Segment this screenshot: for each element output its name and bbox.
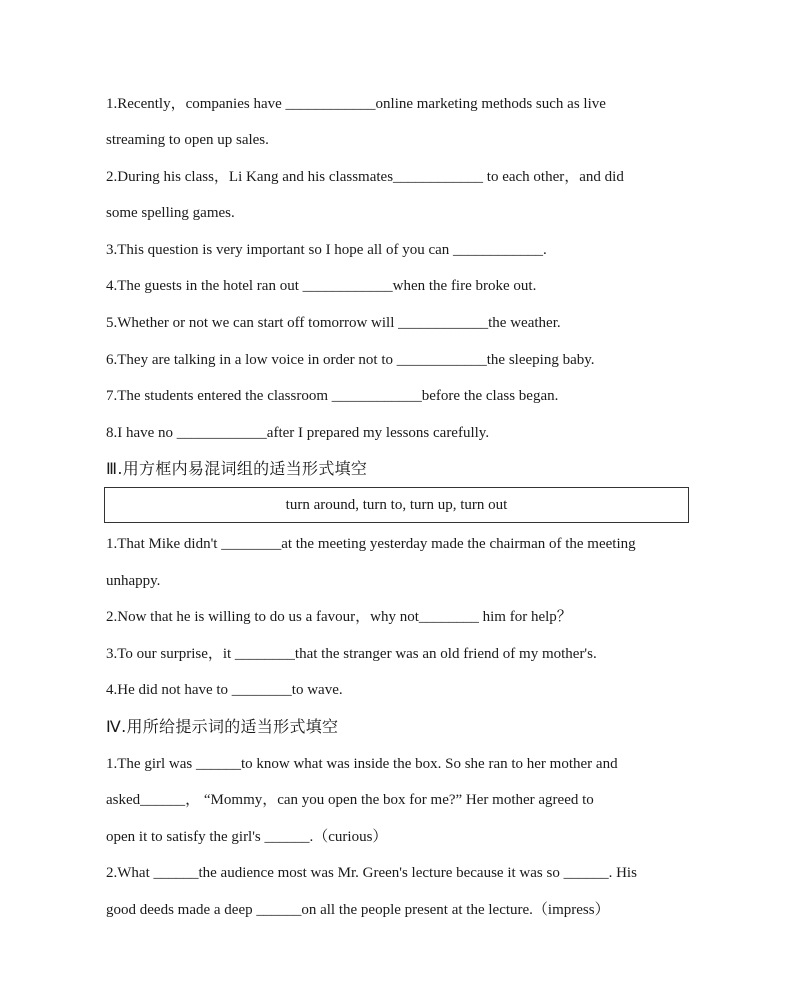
exercise-line: 6.They are talking in a low voice in order not to ____________the sleeping baby. (106, 352, 595, 368)
exercise-line: open it to satisfy the girl's ______.（curious） (106, 829, 388, 845)
exercise-line: 3.This question is very important so I hope all of you can ____________. (106, 242, 547, 258)
exercise-line: 7.The students entered the classroom ____________before the class began. (106, 388, 559, 404)
exercise-line: some spelling games. (106, 205, 235, 221)
exercise-line: 8.I have no ____________after I prepared my lessons carefully. (106, 425, 490, 441)
exercise-line: good deeds made a deep ______on all the people present at the lecture.（impress） (106, 902, 610, 918)
word-box-text: turn around, turn to, turn up, turn out (285, 496, 508, 513)
exercise-line: 4.He did not have to ________to wave. (106, 682, 343, 698)
word-box (104, 487, 689, 523)
exercise-line: 1.That Mike didn't ________at the meeting yesterday made the chairman of the meeting (106, 536, 636, 552)
exercise-line: 2.What ______the audience most was Mr. Green's lecture because it was so ______. His (106, 865, 637, 881)
exercise-line: 1.Recently，companies have ____________online marketing methods such as live (106, 96, 606, 112)
exercise-line: 3.To our surprise，it ________that the stranger was an old friend of my mother's. (106, 646, 597, 662)
exercise-line: 2.Now that he is willing to do us a favour，why not________ him for help？ (106, 609, 572, 625)
exercise-line: 2.During his class，Li Kang and his classmates____________ to each other，and did (106, 169, 624, 185)
exercise-line: streaming to open up sales. (106, 132, 269, 148)
section-heading: Ⅳ.用所给提示词的适当形式填空 (106, 717, 339, 736)
exercise-line: 5.Whether or not we can start off tomorrow will ____________the weather. (106, 315, 561, 331)
exercise-line: asked______， “Mommy，can you open the box for me?” Her mother agreed to (106, 792, 594, 808)
exercise-line: 4.The guests in the hotel ran out ____________when the fire broke out. (106, 278, 537, 294)
exercise-line: unhappy. (106, 573, 161, 589)
exercise-line: 1.The girl was ______to know what was inside the box. So she ran to her mother and (106, 756, 618, 772)
section-heading: Ⅲ.用方框内易混词组的适当形式填空 (106, 459, 368, 478)
